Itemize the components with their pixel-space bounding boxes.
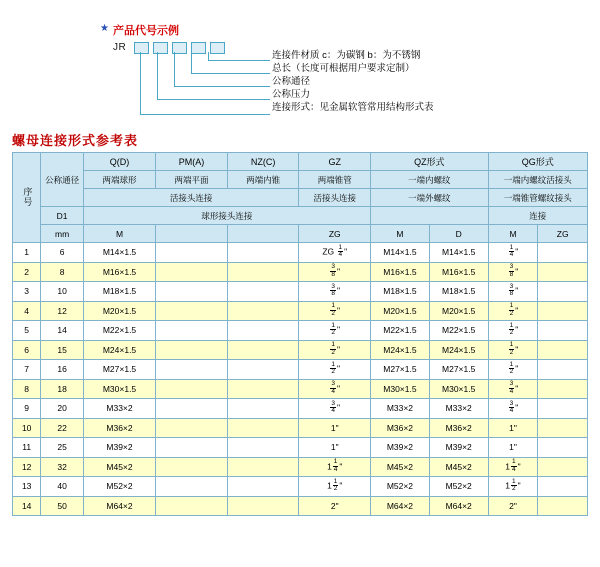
header-unit-qg-zg: ZG [538,225,588,243]
cell-qd: M18×1.5 [83,282,155,302]
cell-qd: M33×2 [83,399,155,419]
cell-qd: M24×1.5 [83,340,155,360]
cell-qg-zg [538,457,588,477]
cell-nz [227,496,299,516]
cell-qz-m: M14×1.5 [371,243,430,263]
cell-pm [156,438,228,458]
cell-qz-m: M18×1.5 [371,282,430,302]
cell-qz-d: M64×2 [429,496,488,516]
cell-dn: 12 [41,301,83,321]
cell-qg-zg [538,321,588,341]
header-qz-connection: 一端外螺纹 [371,189,489,207]
leader-line-v4 [157,52,158,99]
cell-dn: 14 [41,321,83,341]
header-unit-qz-d: D [429,225,488,243]
table-header-row-connection [13,189,588,207]
cell-pm [156,340,228,360]
cell-qz-m: M45×2 [371,457,430,477]
cell-qz-d: M33×2 [429,399,488,419]
legend-title: 产品代号示例 [113,25,179,37]
cell-qz-m: M16×1.5 [371,262,430,282]
cell-dn: 22 [41,418,83,438]
cell-seq: 1 [13,243,41,263]
cell-pm [156,360,228,380]
cell-qd: M22×1.5 [83,321,155,341]
cell-seq: 11 [13,438,41,458]
table-body [13,243,588,516]
cell-seq: 9 [13,399,41,419]
cell-qz-d: M45×2 [429,457,488,477]
header-gz-connection: 活接头连接 [299,189,371,207]
header-unit-qg-m: M [488,225,538,243]
cell-gz: $\frac{1}{2}$ " [299,321,371,341]
cell-pm [156,379,228,399]
cell-qg-m: $\frac{3}{4}$ " [488,399,538,419]
cell-pm [156,418,228,438]
header-gz-ends: 两端锥管 [299,171,371,189]
cell-qg-zg [538,301,588,321]
cell-qg-m: 1" [488,418,538,438]
cell-pm [156,399,228,419]
cell-dn: 15 [41,340,83,360]
legend-code-boxes [134,42,225,54]
cell-pm [156,477,228,497]
code-box-1 [134,42,149,54]
table-row [13,360,588,380]
cell-qg-m: $\frac{1}{2}$ " [488,301,538,321]
table-row [13,282,588,302]
header-nominal-diameter: 公称通径 [41,153,83,207]
cell-qd: M27×1.5 [83,360,155,380]
cell-nz [227,282,299,302]
cell-gz: $\frac{3}{8}$ " [299,282,371,302]
table-row [13,340,588,360]
cell-seq: 6 [13,340,41,360]
cell-qd: M30×1.5 [83,379,155,399]
cell-nz [227,477,299,497]
cell-seq: 8 [13,379,41,399]
cell-qz-m: M39×2 [371,438,430,458]
cell-nz [227,301,299,321]
table-header-row-units [13,225,588,243]
cell-dn: 40 [41,477,83,497]
legend-item-nominal-diameter: 公称通径 [272,76,311,87]
cell-nz [227,243,299,263]
table-row [13,243,588,263]
cell-qg-m: 1 $\frac{1}{4}$ " [488,457,538,477]
leader-line-h3 [174,86,270,87]
cell-gz: 1 $\frac{1}{2}$ " [299,477,371,497]
cell-nz [227,399,299,419]
table-row [13,301,588,321]
cell-gz: 1 $\frac{1}{4}$ " [299,457,371,477]
cell-qg-zg [538,399,588,419]
table-header-row-groups [13,153,588,171]
cell-qg-zg [538,282,588,302]
leader-line-v3 [174,52,175,86]
cell-gz: $\frac{3}{4}$ " [299,399,371,419]
cell-pm [156,243,228,263]
cell-dn: 25 [41,438,83,458]
header-union-connection: 活接头连接 [83,189,299,207]
table-row [13,496,588,516]
header-group-qd: Q(D) [83,153,155,171]
cell-seq: 5 [13,321,41,341]
cell-qz-d: M52×2 [429,477,488,497]
cell-qd: M39×2 [83,438,155,458]
cell-qd: M16×1.5 [83,262,155,282]
cell-gz: 2" [299,496,371,516]
header-unit-mm: mm [41,225,83,243]
nut-connection-table [12,152,588,516]
header-unit-pm [156,225,228,243]
cell-qd: M14×1.5 [83,243,155,263]
leader-line-h5 [140,114,270,115]
table-row [13,477,588,497]
header-unit-qd: M [83,225,155,243]
table-row [13,418,588,438]
cell-nz [227,360,299,380]
header-d1: D1 [41,207,83,225]
cell-qz-d: M39×2 [429,438,488,458]
table-row [13,438,588,458]
header-qz-blank [371,207,489,225]
cell-qg-zg [538,262,588,282]
cell-gz: 1" [299,438,371,458]
cell-seq: 7 [13,360,41,380]
header-qg-connection2: 连接 [488,207,587,225]
table-header-row-ends [13,171,588,189]
header-qz-ends: 一端内螺纹 [371,171,489,189]
cell-dn: 10 [41,282,83,302]
cell-qz-d: M22×1.5 [429,321,488,341]
cell-pm [156,282,228,302]
cell-seq: 3 [13,282,41,302]
legend-item-material: 连接件材质 c：为碳钢 b：为不锈钢 [272,50,421,61]
cell-qg-m: $\frac{3}{4}$ " [488,379,538,399]
leader-line-h2 [191,73,270,74]
cell-qg-zg [538,477,588,497]
cell-dn: 18 [41,379,83,399]
table-row [13,457,588,477]
cell-qz-m: M20×1.5 [371,301,430,321]
cell-qd: M64×2 [83,496,155,516]
header-ball-joint-connection: 球形接头连接 [83,207,370,225]
legend-item-length: 总长（长度可根据用户要求定制） [272,63,415,74]
cell-nz [227,321,299,341]
code-box-4 [191,42,206,54]
cell-qz-m: M24×1.5 [371,340,430,360]
cell-qz-d: M16×1.5 [429,262,488,282]
cell-nz [227,438,299,458]
star-icon: ★ [100,23,109,34]
cell-nz [227,340,299,360]
header-nz-ends: 两端内锥 [227,171,299,189]
table-row [13,321,588,341]
header-group-qg: QG形式 [488,153,587,171]
header-qg-ends: 一端内螺纹活接头 [488,171,587,189]
cell-seq: 14 [13,496,41,516]
cell-qz-m: M27×1.5 [371,360,430,380]
table-header-row-d1 [13,207,588,225]
cell-qz-d: M18×1.5 [429,282,488,302]
cell-pm [156,496,228,516]
header-group-qz: QZ形式 [371,153,489,171]
cell-qg-zg [538,360,588,380]
cell-gz: $\frac{1}{2}$ " [299,360,371,380]
code-box-2 [153,42,168,54]
cell-qg-m: $\frac{1}{2}$ " [488,340,538,360]
cell-qz-d: M27×1.5 [429,360,488,380]
cell-gz: $\frac{1}{2}$ " [299,301,371,321]
cell-qg-zg [538,496,588,516]
cell-seq: 12 [13,457,41,477]
cell-qz-m: M33×2 [371,399,430,419]
cell-nz [227,418,299,438]
cell-qd: M52×2 [83,477,155,497]
cell-qz-m: M64×2 [371,496,430,516]
cell-qz-d: M24×1.5 [429,340,488,360]
cell-qz-m: M30×1.5 [371,379,430,399]
cell-qz-d: M20×1.5 [429,301,488,321]
cell-seq: 10 [13,418,41,438]
cell-gz: ZG $\frac{1}{4}$ " [299,243,371,263]
cell-dn: 32 [41,457,83,477]
cell-qz-m: M36×2 [371,418,430,438]
cell-qg-zg [538,379,588,399]
cell-nz [227,457,299,477]
legend-item-connection-form: 连接形式：见金属软管常用结构形式表 [272,102,434,113]
table-row [13,379,588,399]
leader-line-v2 [191,52,192,73]
cell-pm [156,301,228,321]
cell-qg-zg [538,438,588,458]
table-title: 螺母连接形式参考表 [12,133,139,148]
header-group-nz: NZ(C) [227,153,299,171]
cell-seq: 4 [13,301,41,321]
cell-qg-m: $\frac{3}{8}$ " [488,282,538,302]
leader-line-v1 [208,52,209,60]
legend-code-prefix: JR [113,42,127,53]
cell-qg-zg [538,340,588,360]
leader-line-h1 [208,60,270,61]
cell-qg-m: $\frac{3}{8}$ " [488,262,538,282]
header-group-gz: GZ [299,153,371,171]
cell-qd: M45×2 [83,457,155,477]
table-header [13,153,588,243]
cell-dn: 16 [41,360,83,380]
header-unit-qz-m: M [371,225,430,243]
cell-gz: $\frac{3}{8}$ " [299,262,371,282]
cell-qz-m: M52×2 [371,477,430,497]
cell-qg-m: $\frac{1}{2}$ " [488,360,538,380]
cell-dn: 20 [41,399,83,419]
legend-item-nominal-pressure: 公称压力 [272,89,311,100]
cell-pm [156,457,228,477]
product-code-legend [0,0,600,130]
table-row [13,399,588,419]
cell-qd: M20×1.5 [83,301,155,321]
cell-qz-d: M36×2 [429,418,488,438]
cell-pm [156,321,228,341]
cell-qg-m: $\frac{1}{4}$ " [488,243,538,263]
cell-gz: $\frac{1}{2}$ " [299,340,371,360]
table-row [13,262,588,282]
header-group-pm: PM(A) [156,153,228,171]
cell-dn: 6 [41,243,83,263]
leader-line-h4 [157,99,270,100]
cell-qg-zg [538,243,588,263]
cell-gz: 1" [299,418,371,438]
cell-qg-m: $\frac{1}{2}$ " [488,321,538,341]
header-qg-connection: 一端锥管螺纹接头 [488,189,587,207]
cell-gz: $\frac{3}{4}$ " [299,379,371,399]
cell-dn: 8 [41,262,83,282]
cell-qd: M36×2 [83,418,155,438]
cell-pm [156,262,228,282]
cell-qz-d: M14×1.5 [429,243,488,263]
cell-seq: 2 [13,262,41,282]
cell-nz [227,262,299,282]
cell-dn: 50 [41,496,83,516]
cell-qz-d: M30×1.5 [429,379,488,399]
header-pm-ends: 两端平面 [156,171,228,189]
header-seq: 序号 [13,153,41,243]
cell-qg-m: 1" [488,438,538,458]
legend-item-list [272,49,434,114]
code-box-5 [210,42,225,54]
cell-qg-m: 1 $\frac{1}{2}$ " [488,477,538,497]
cell-nz [227,379,299,399]
header-unit-gz: ZG [299,225,371,243]
header-qd-ends: 两端球形 [83,171,155,189]
cell-qg-m: 2" [488,496,538,516]
cell-qg-zg [538,418,588,438]
cell-qz-m: M22×1.5 [371,321,430,341]
header-unit-nz [227,225,299,243]
leader-line-v5 [140,52,141,114]
cell-seq: 13 [13,477,41,497]
